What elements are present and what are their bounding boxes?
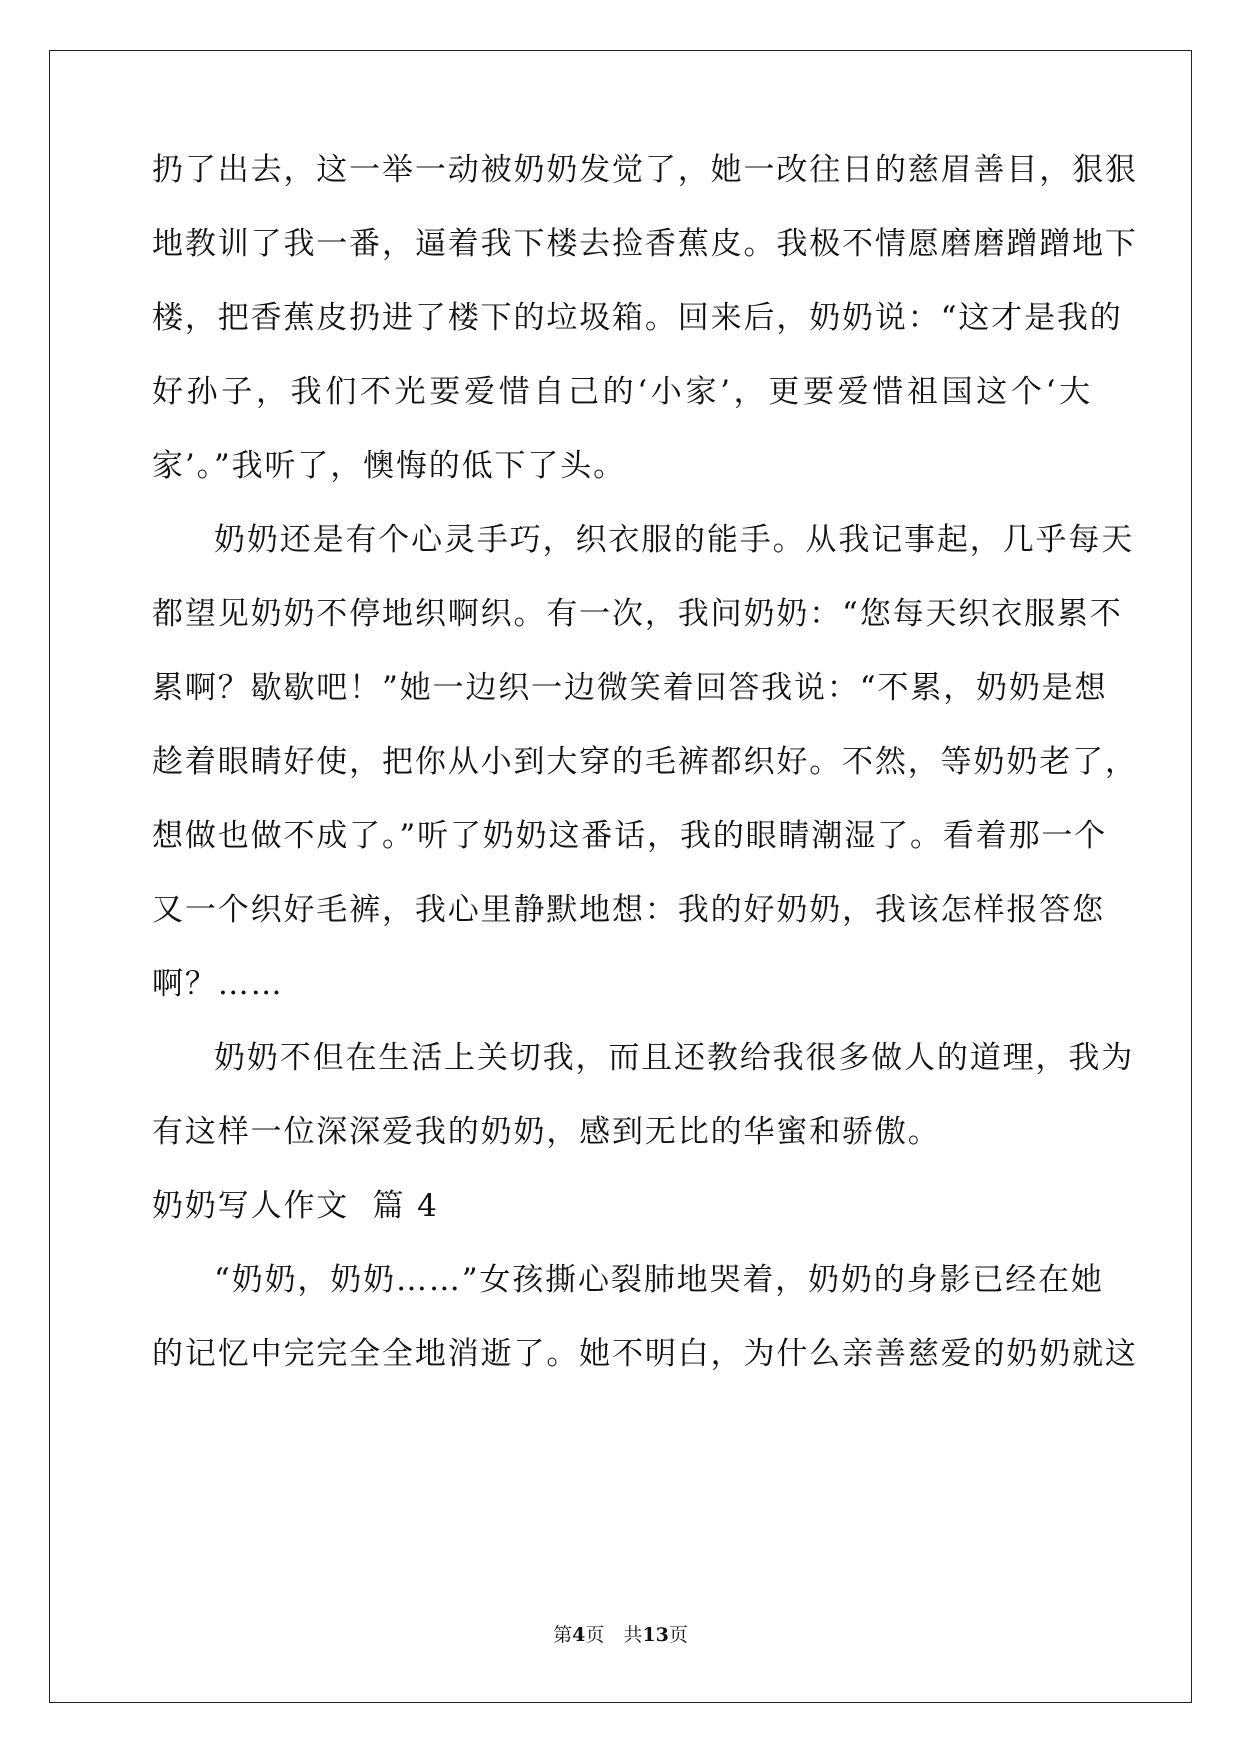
text-line: 趁着眼睛好使，把你从小到大穿的毛裤都织好。不然，等奶奶老了， xyxy=(152,744,1138,780)
text-line: 好孙子，我们不光要爱惜自己的‘小家’，更要爱惜祖国这个‘大 xyxy=(152,374,1092,410)
text-line: 楼，把香蕉皮扔进了楼下的垃圾箱。回来后，奶奶说：“这才是我的 xyxy=(152,300,1123,336)
footer-total-pages: 13 xyxy=(642,1624,669,1646)
text-line: 的记忆中完完全全地消逝了。她不明白，为什么亲善慈爱的奶奶就这 xyxy=(152,1336,1138,1372)
footer-suffix: 页 xyxy=(668,1624,688,1646)
text-line: 扔了出去，这一举一动被奶奶发觉了，她一改往日的慈眉善目，狠狠 xyxy=(152,152,1138,188)
page-footer xyxy=(0,1620,1241,1647)
text-line: 都望见奶奶不停地织啊织。有一次，我问奶奶：“您每天织衣服累不 xyxy=(152,596,1123,632)
section-heading: 奶奶写人作文 篇 4 xyxy=(152,1188,439,1224)
text-line: 有这样一位深深爱我的奶奶，感到无比的华蜜和骄傲。 xyxy=(152,1114,941,1150)
text-line: 家’。”我听了，懊悔的低下了头。 xyxy=(152,448,626,484)
text-line: 想做也做不成了。”听了奶奶这番话，我的眼睛潮湿了。看着那一个 xyxy=(152,818,1108,854)
paragraph-start: 奶奶还是有个心灵手巧，织衣服的能手。从我记事起，几乎每天 xyxy=(214,522,1135,558)
text-line: 地教训了我一番，逼着我下楼去捡香蕉皮。我极不情愿磨磨蹭蹭地下 xyxy=(152,226,1138,262)
footer-page-number: 4 xyxy=(572,1624,586,1646)
text-line: 累啊？歇歇吧！”她一边织一边微笑着回答我说：“不累，奶奶是想 xyxy=(152,670,1108,706)
text-line: 啊？…… xyxy=(152,966,284,1002)
paragraph-start: 奶奶不但在生活上关切我，而且还教给我很多做人的道理，我为 xyxy=(214,1040,1135,1076)
footer-prefix: 第 xyxy=(553,1624,573,1646)
paragraph-start: “奶奶，奶奶……”女孩撕心裂肺地哭着，奶奶的身影已经在她 xyxy=(214,1262,1104,1298)
footer-mid: 页 共 xyxy=(585,1624,643,1646)
text-line: 又一个织好毛裤，我心里静默地想：我的好奶奶，我该怎样报答您 xyxy=(152,892,1105,928)
